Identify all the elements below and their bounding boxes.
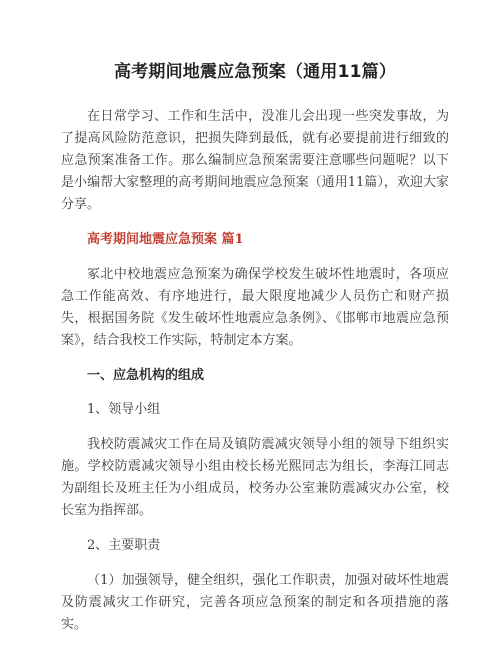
duties-paragraph: （1）加强领导，健全组织，强化工作职责，加强对破坏性地震及防震减灾工作研究，完善各项应急预案的制定和各项措施的落实。 xyxy=(61,573,449,632)
document-page xyxy=(61,60,449,650)
section-paragraph: 冢北中校地震应急预案为确保学校发生破坏性地震时，各项应急工作能高效、有序地进行，最大限度地减少人员伤亡和财产损失，根据国务院《发生破坏性地震应急条例》、《邯郸市地震应急预案》，结合我校工作实际，特制定本方案。 xyxy=(61,267,449,348)
heading-emergency-organization: 一、应急机构的组成 xyxy=(87,368,205,383)
leadership-paragraph: 我校防震减灾工作在局及镇防震减灾领导小组的领导下组织实施。学校防震减灾领导小组由校长杨光熙同志为组长，李海江同志为副组长及班主任为小组成员，校务办公室兼防震减灾办公室，校长室为指挥部。 xyxy=(61,437,449,518)
section-title: 高考期间地震应急预案 篇1 xyxy=(87,232,244,247)
subheading-main-duties: 2、主要职责 xyxy=(87,538,161,553)
intro-paragraph: 在日常学习、工作和生活中，没准儿会出现一些突发事故，为了提高风险防范意识，把损失降到最低，就有必要提前进行细致的应急预案准备工作。那么编制应急预案需要注意哪些问题呢？以下是小编帮大家整理的高考期间地震应急预案（通用11篇），欢迎大家分享。 xyxy=(61,109,449,212)
subheading-leadership-group: 1、领导小组 xyxy=(87,402,161,417)
document-title: 高考期间地震应急预案（通用11篇） xyxy=(113,62,397,82)
